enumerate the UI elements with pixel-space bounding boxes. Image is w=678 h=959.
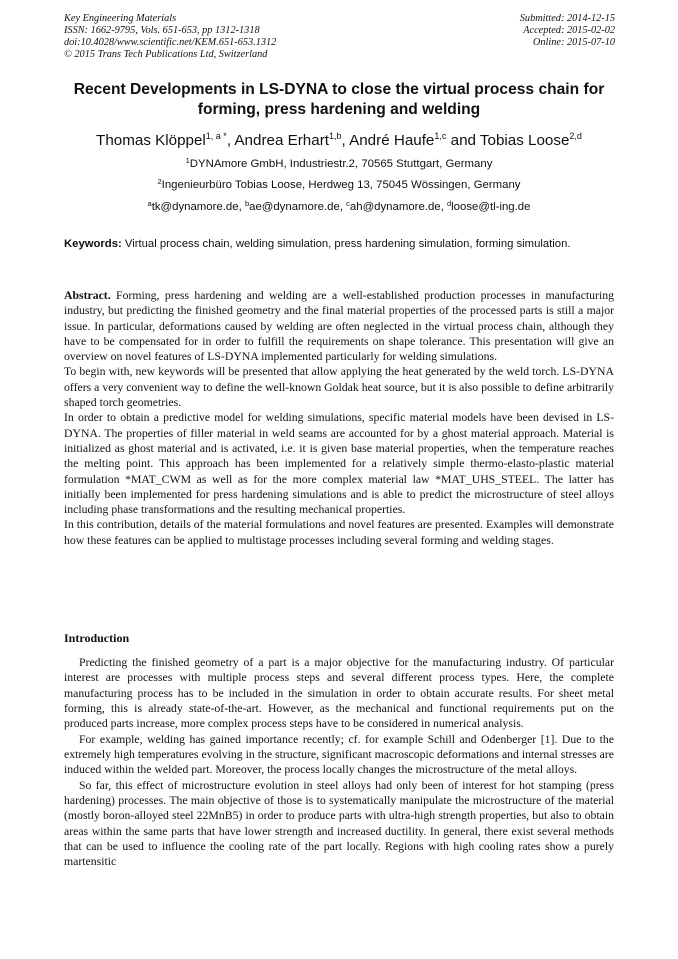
email-text: ae@dynamore.de, xyxy=(249,201,347,213)
email-text: ah@dynamore.de, xyxy=(349,201,447,213)
submitted-date: Submitted: 2014-12-15 xyxy=(519,13,615,24)
author-separator: , xyxy=(341,132,350,149)
affiliation-1 xyxy=(40,157,638,171)
email-superscript: b xyxy=(244,199,250,208)
affiliation-superscript: 1 xyxy=(185,156,190,165)
affiliation-text: Ingenieurbüro Tobias Loose, Herdweg 13, 75045 Wössingen, Germany xyxy=(161,179,521,191)
affiliation-superscript: 2 xyxy=(157,177,162,186)
journal-info xyxy=(64,13,276,61)
abstract-paragraph: To begin with, new keywords will be presented that allow applying the heat generated by the weld torch. LS-DYNA offers a very convenient way to define the well-known Goldak heat source, but it is also possible to define arbitrarily shaped torch geometries. xyxy=(64,365,614,410)
journal-name: Key Engineering Materials xyxy=(64,13,177,24)
author-list xyxy=(40,132,638,150)
email-superscript: d xyxy=(446,199,452,208)
abstract-label: Abstract. xyxy=(64,289,111,302)
abstract-paragraph xyxy=(64,288,614,364)
author-separator: and xyxy=(446,132,480,149)
author-name: Tobias Loose xyxy=(479,132,570,149)
affiliation-2 xyxy=(40,178,638,192)
keywords-text: Virtual process chain, welding simulation, press hardening simulation, forming simulation. xyxy=(121,238,571,250)
author-emails xyxy=(40,200,638,214)
online-date: Online: 2015-07-10 xyxy=(532,37,615,49)
author-superscript: 1,b xyxy=(328,131,342,141)
email-text: loose@tl-ing.de xyxy=(451,201,531,213)
email-text: tk@dynamore.de, xyxy=(151,201,245,213)
keywords-label: Keywords: xyxy=(64,238,122,250)
email-superscript: a xyxy=(147,199,152,208)
author-superscript: 2,d xyxy=(569,131,582,141)
introduction-body xyxy=(64,655,614,870)
author-superscript: 1,c xyxy=(434,131,447,141)
abstract-paragraph: In order to obtain a predictive model for welding simulations, specific material models have been devised in LS-DYNA. The properties of filler material in weld seams are accounted for by a ghost material approach. Material is initialized as ghost material and is activated, i.e. it is given base material properties, when the temperature reaches the melting point. This approach has been implemented for a relatively simple thermo-elasto-plastic material formulation *MAT_CWM as well as for the more complex material law *MAT_UHS_STEEL. The latter has initially been implemented for press hardening simulations and is able to predict the microstructure of steel alloys including phase transformations and the resulting mechanical properties. xyxy=(64,411,614,517)
author-name: Andrea Erhart xyxy=(234,132,329,149)
abstract-section xyxy=(64,288,614,548)
submission-dates xyxy=(520,13,615,49)
issn-line: ISSN: 1662-9795, Vols. 651-653, pp 1312-1318 xyxy=(64,25,260,37)
affiliation-text: DYNAmore GmbH, Industriestr.2, 70565 Stuttgart, Germany xyxy=(189,158,493,170)
abstract-paragraph: In this contribution, details of the material formulations and novel features are presented. Examples will demonstrate how these features can be applied to multistage processes including several forming and welding stages. xyxy=(64,518,614,547)
keywords-section xyxy=(64,237,614,251)
doi-line: doi:10.4028/www.scientific.net/KEM.651-653.1312 xyxy=(64,37,277,49)
abstract-text: Forming, press hardening and welding are a well-established production processes in manufacturing industry, but predicting the finished geometry and the final material properties of the processed parts is still a major issue. In particular, deformations caused by welding are often neglected in the virtual process chain, although they have to be compensated for in order to fulfill the requirements on shape tolerance. This presentation will give an overview on novel features of LS-DYNA implemented particularly for welding simulations. xyxy=(64,289,614,364)
author-superscript: 1, a * xyxy=(205,131,227,141)
paper-title xyxy=(40,80,638,120)
author-name: Thomas Klöppel xyxy=(96,132,206,149)
body-paragraph: So far, this effect of microstructure evolution in steel alloys had only been of interest for hot stamping (press hardening) processes. The main objective of those is to systematically manipulate the microstructure of the material (mostly boron-alloyed steel 22MnB5) in order to produce parts with ultra-high strength properties, but also to obtain areas within the same parts that have lower strength and increased ductility. In general, there exist several methods that can be used to influence the cooling rate of the part locally. Regions with high cooling rates show a purely martensitic xyxy=(64,778,614,869)
author-name: André Haufe xyxy=(349,132,435,149)
introduction-heading: Introduction xyxy=(64,631,130,645)
author-separator: , xyxy=(226,132,235,149)
body-paragraph: Predicting the finished geometry of a part is a major objective for the manufacturing industry. Of particular interest are processes with multiple process steps and several different process types. Here, the complete manufacturing process has to be included in the simulation in order to obtain accurate results. For sheet metal forming, this is already state-of-the-art. However, as the mechanical and functional requirements put on the produced parts increase, more complex process steps have to be considered in numerical analysis. xyxy=(64,656,614,731)
title-line-1: Recent Developments in LS-DYNA to close the virtual process chain for xyxy=(73,81,605,98)
body-paragraph: For example, welding has gained importance recently; cf. for example Schill and Odenberger [1]. Due to the extremely high temperatures evolving in the structure, significant macroscopic deformations and internal stresses are induced within the welded part. Moreover, the process locally changes the microstructure of the metal alloys. xyxy=(64,732,614,777)
email-superscript: c xyxy=(346,199,350,208)
accepted-date: Accepted: 2015-02-02 xyxy=(523,25,615,37)
title-line-2: forming, press hardening and welding xyxy=(197,101,481,118)
copyright-line: © 2015 Trans Tech Publications Ltd, Switzerland xyxy=(64,49,268,61)
